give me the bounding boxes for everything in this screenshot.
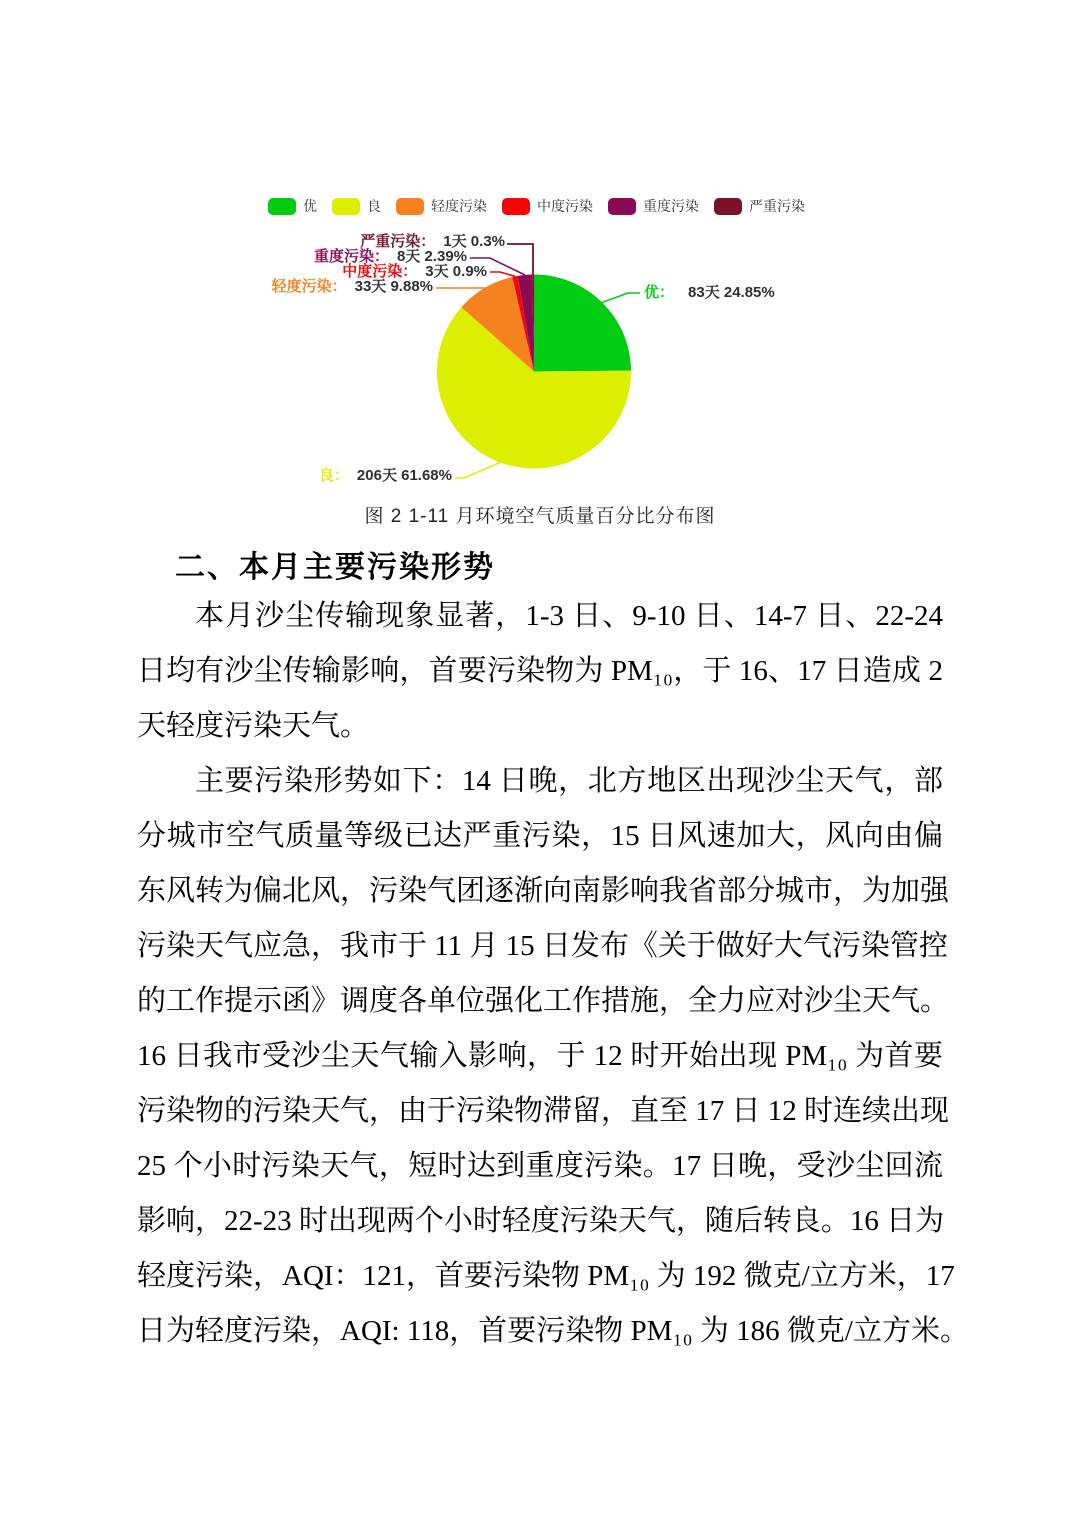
leader-line-excellent — [602, 293, 640, 303]
legend-item-moderate-pollution — [502, 196, 593, 216]
legend-label-light-pollution: 轻度污染 — [431, 198, 487, 214]
legend-label-good: 良 — [367, 198, 381, 214]
legend-item-severe-pollution — [714, 196, 805, 216]
legend-item-light-pollution — [396, 196, 487, 216]
legend-swatch-excellent — [268, 198, 296, 215]
legend-swatch-light-pollution — [396, 198, 424, 215]
legend-item-heavy-pollution — [608, 196, 699, 216]
pie-label-light-pollution — [260, 279, 433, 295]
body-line: 主要污染形势如下：14 日晚，北方地区出现沙尘天气，部 — [195, 765, 943, 797]
legend-item-good — [332, 196, 381, 216]
legend-label-moderate-pollution: 中度污染 — [537, 198, 593, 214]
body-line: 污染物的污染天气，由于污染物滞留，直至 17 日 12 时连续出现 — [137, 1095, 950, 1127]
body-line: 影响，22-23 时出现两个小时轻度污染天气，随后转良。16 日为 — [137, 1205, 945, 1237]
pie-legend — [268, 196, 805, 216]
body-line: 16 日我市受沙尘天气输入影响，于 12 时开始出现 PM₁₀ 为首要 — [137, 1040, 943, 1072]
leader-line-severe-pollution — [507, 244, 533, 275]
pie-label-good-name: 良： — [318, 467, 349, 484]
legend-label-heavy-pollution: 重度污染 — [643, 198, 699, 214]
pie-label-severe-name: 严重污染： — [360, 233, 436, 250]
pie-label-excellent-value: 83天 24.85% — [688, 284, 775, 301]
body-line: 污染天气应急，我市于 11 月 15 日发布《关于做好大气污染管控 — [137, 930, 948, 962]
body-line: 东风转为偏北风，污染气团逐渐向南影响我省部分城市，为加强 — [137, 875, 950, 907]
body-line: 的工作提示函》调度各单位强化工作措施，全力应对沙尘天气。 — [137, 985, 950, 1017]
pie-label-moderate-value: 3天 0.9% — [425, 263, 487, 280]
body-line: 日均有沙尘传输影响，首要污染物为 PM₁₀，于 16、17 日造成 2 — [137, 655, 943, 687]
body-line: 天轻度污染天气。 — [137, 710, 370, 742]
legend-swatch-heavy-pollution — [608, 198, 636, 215]
pie-label-moderate-name: 中度污染： — [342, 263, 418, 280]
body-line: 日为轻度污染，AQI: 118，首要污染物 PM₁₀ 为 186 微克/立方米。 — [137, 1315, 969, 1347]
pie-label-heavy-name: 重度污染： — [313, 248, 389, 265]
body-text — [137, 589, 969, 1359]
section-heading: 二、本月主要污染形势 — [175, 551, 495, 584]
legend-label-severe-pollution: 严重污染 — [749, 198, 805, 214]
body-line: 轻度污染，AQI：121，首要污染物 PM₁₀ 为 192 微克/立方米，17 — [137, 1260, 955, 1292]
body-line: 25 个小时污染天气，短时达到重度污染。17 日晚，受沙尘回流 — [137, 1150, 943, 1182]
legend-label-excellent: 优 — [303, 198, 317, 214]
pie-label-light-name: 轻度污染： — [271, 278, 347, 295]
pie-label-excellent — [644, 285, 775, 301]
body-line: 本月沙尘传输现象显著，1-3 日、9-10 日、14-7 日、22-24 — [195, 600, 943, 632]
pie-label-light-value: 33天 9.88% — [354, 278, 433, 295]
legend-item-excellent — [268, 196, 317, 216]
pie-label-good — [290, 468, 452, 484]
legend-swatch-moderate-pollution — [502, 198, 530, 215]
pie-label-excellent-name: 优： — [644, 284, 675, 301]
pie-label-severe-value: 1天 0.3% — [443, 233, 505, 250]
pie-label-good-value: 206天 61.68% — [356, 467, 452, 484]
leader-line-moderate-pollution — [490, 272, 515, 276]
body-line: 分城市空气质量等级已达严重污染，15 日风速加大，风向由偏 — [137, 820, 943, 852]
pie-label-heavy-value: 8天 2.39% — [396, 248, 467, 265]
leader-line-good — [455, 463, 500, 479]
pie-slice-优 — [534, 275, 631, 372]
legend-swatch-severe-pollution — [714, 198, 742, 215]
figure-caption: 图 2 1-11 月环境空气质量百分比分布图 — [364, 506, 716, 527]
legend-swatch-good — [332, 198, 360, 215]
